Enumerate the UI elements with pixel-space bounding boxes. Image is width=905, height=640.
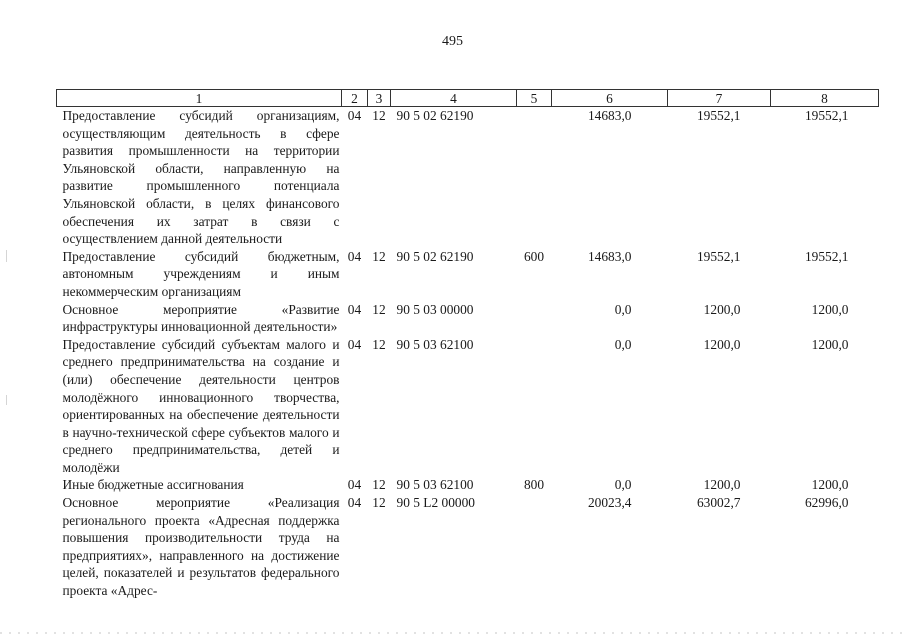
row-description: Иные бюджетные ассигнования <box>62 477 244 493</box>
cell-expense-type <box>517 494 552 600</box>
cell-target-article: 90 5 02 62190 <box>396 108 474 123</box>
cell-subsection: 12 <box>372 336 386 352</box>
table-row <box>57 494 879 600</box>
cell-section: 04 <box>347 336 362 352</box>
scan-edge-dots <box>0 632 905 634</box>
cell-target-article: 90 5 03 62100 <box>396 336 474 352</box>
cell-expense-type <box>517 107 552 248</box>
cell-target-article: 90 5 02 62190 <box>396 248 474 264</box>
page-number: 495 <box>442 34 463 49</box>
cell-expense-type: 600 <box>523 248 545 264</box>
cell-target-article: 90 5 03 00000 <box>396 301 474 317</box>
cell-section: 04 <box>347 477 362 493</box>
table-header-row <box>57 90 879 107</box>
column-header: 3 <box>368 90 391 107</box>
cell-amount-col8: 19552,1 <box>804 248 849 264</box>
table-row <box>57 476 879 494</box>
cell-subsection: 12 <box>372 301 386 317</box>
scan-mark <box>6 250 7 262</box>
cell-amount-col6: 20023,4 <box>587 495 632 511</box>
cell-subsection: 12 <box>372 477 386 493</box>
cell-amount-col7: 1200,0 <box>703 477 741 493</box>
row-description: Основное мероприятие «Развитие инфраструктуры инновационной деятельности» <box>62 301 340 335</box>
cell-amount-col7: 19552,1 <box>696 248 741 264</box>
cell-amount-col6: 0,0 <box>614 301 632 317</box>
cell-expense-type <box>517 301 552 336</box>
row-description: Основное мероприятие «Реализация регионального проекта «Адресная поддержка повышения производительности труда на предприятиях», направленного на достижение целей, показателей и результатов федерального проекта «Адрес- <box>62 495 340 599</box>
cell-amount-col7: 1200,0 <box>703 336 741 352</box>
cell-amount-col6: 14683,0 <box>587 108 632 123</box>
cell-amount-col8: 62996,0 <box>804 495 849 511</box>
row-description: Предоставление субсидий организациям, осуществляющим деятельность в сфере развития промышленности на территории Ульяновской области, направленную на развитие промышленного потенциала Ульяновской области, в целях финансового обеспечения их затрат в связи с осуществлением данной деятельности <box>62 108 340 247</box>
cell-target-article: 90 5 L2 00000 <box>396 495 475 511</box>
cell-amount-col7: 19552,1 <box>696 108 741 123</box>
cell-subsection: 12 <box>372 248 386 264</box>
cell-amount-col8: 1200,0 <box>811 301 849 317</box>
cell-amount-col8: 1200,0 <box>811 336 849 352</box>
cell-amount-col7: 1200,0 <box>703 301 741 317</box>
column-header: 4 <box>391 90 517 107</box>
column-header: 8 <box>771 90 879 107</box>
table-row <box>57 301 879 336</box>
cell-section: 04 <box>347 301 362 317</box>
cell-section: 04 <box>347 495 362 511</box>
table-row <box>57 336 879 477</box>
cell-section: 04 <box>347 108 362 123</box>
table-row <box>57 107 879 248</box>
cell-amount-col6: 0,0 <box>614 477 632 493</box>
column-header: 5 <box>517 90 552 107</box>
column-header: 7 <box>668 90 771 107</box>
row-description: Предоставление субсидий субъектам малого и среднего предпринимательства на создание и (или) обеспечение деятельности центров молодёжного инновационного творчества, ориентированных на обеспечение деятельности в научно-технической сфере субъектов малого и среднего предпринимательства, детей и молодёжи <box>62 336 340 475</box>
scan-mark <box>6 395 7 405</box>
cell-section: 04 <box>347 248 362 264</box>
cell-amount-col6: 0,0 <box>614 336 632 352</box>
column-header: 1 <box>57 90 342 107</box>
cell-expense-type: 800 <box>523 477 545 493</box>
cell-amount-col7: 63002,7 <box>696 495 741 511</box>
column-header: 6 <box>552 90 668 107</box>
cell-amount-col6: 14683,0 <box>587 248 632 264</box>
cell-target-article: 90 5 03 62100 <box>396 477 474 493</box>
column-header: 2 <box>342 90 368 107</box>
cell-amount-col8: 1200,0 <box>811 477 849 493</box>
cell-amount-col8: 19552,1 <box>804 108 849 123</box>
cell-subsection: 12 <box>372 108 386 123</box>
table-row <box>57 248 879 301</box>
cell-subsection: 12 <box>372 495 386 511</box>
cell-expense-type <box>517 336 552 477</box>
budget-table <box>56 89 879 600</box>
row-description: Предоставление субсидий бюджетным, автономным учреждениям и иным некоммерческим организациям <box>62 248 340 299</box>
